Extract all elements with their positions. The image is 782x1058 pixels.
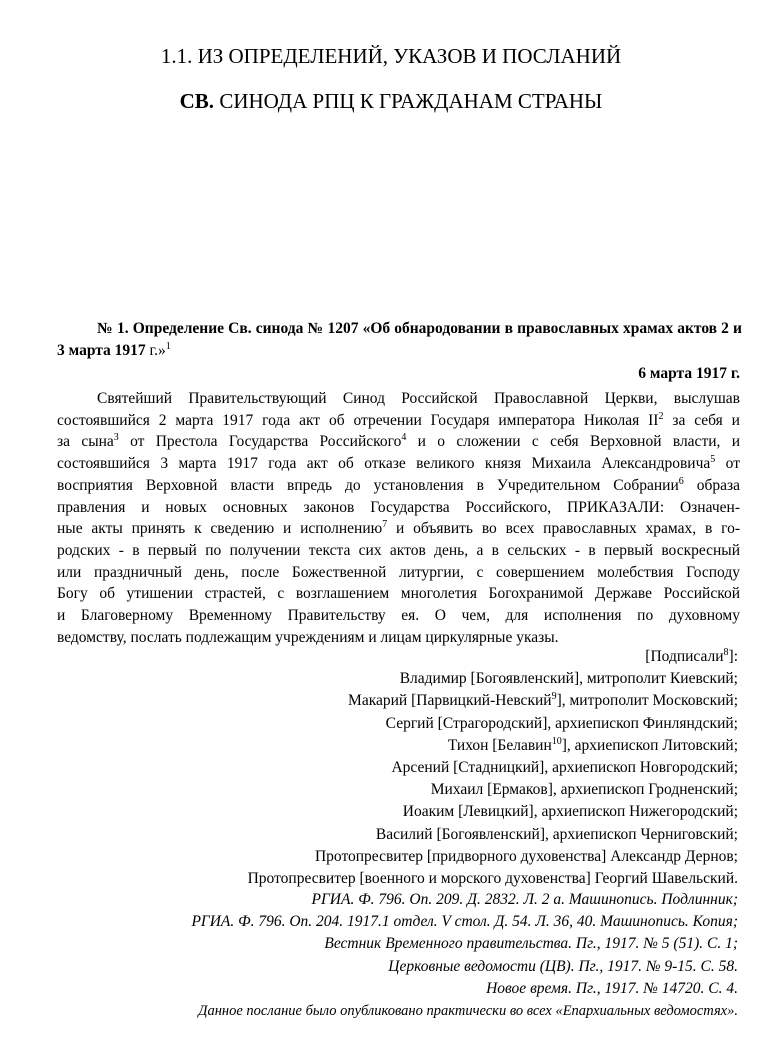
document-date: 6 марта 1917 г. — [638, 365, 740, 382]
footnote-ref: 8 — [723, 647, 729, 658]
text-run: или праздничный день, после Божественной литургии, с совершением молебствия Господу — [57, 563, 740, 581]
text-run: и объявить во всех православных храмах, в го- — [387, 520, 740, 538]
text-run: Макарий [Парвицкий-Невский — [348, 692, 552, 710]
source-citation: РГИА. Ф. 796. Оп. 204. 1917.1 отдел. V стол. Д. 54. Л. 36, 40. Машинопись. Копия; — [191, 913, 738, 931]
text-run: Протопресвитер [придворного духовенства] Александр Дернов; — [314, 847, 738, 865]
source-citation: Вестник Временного правительства. Пг., 1917. № 5 (51). С. 1; — [324, 935, 738, 953]
body-line — [57, 388, 740, 410]
footnote-ref: 1 — [165, 341, 171, 352]
document-heading-plain: г.» — [145, 342, 166, 359]
text-run: ], архиепископ Литовский; — [561, 736, 738, 754]
footnote-ref: 10 — [551, 735, 562, 747]
body-line — [57, 431, 740, 453]
text-run: образа — [683, 476, 740, 494]
text-run: Тихон [Белавин — [447, 736, 552, 754]
footnote-ref: 5 — [710, 454, 716, 466]
signatory — [248, 779, 738, 801]
document-body — [57, 388, 740, 648]
body-line — [57, 605, 740, 627]
body-line — [57, 518, 740, 540]
text-run: восприятия Верховной власти впредь до установления в Учредительном Собрании — [57, 476, 679, 494]
text-run: родских - в первый по получении текста сих актов день, а в сельских - в первый воскресный — [57, 541, 740, 559]
chapter-title-line-2 — [0, 88, 782, 114]
signed-by-label — [248, 646, 738, 668]
text-run: правления и новых основных законов Государства Российского, ПРИКАЗАЛИ: Означен- — [57, 498, 740, 516]
text-run: ]: — [728, 648, 738, 665]
body-line — [57, 562, 740, 584]
text-run: Михаил [Ермаков], архиепископ Гродненский; — [430, 781, 738, 799]
document-heading — [57, 318, 742, 362]
footnote-ref: 7 — [382, 519, 388, 531]
footnote-ref: 9 — [551, 691, 557, 703]
body-line — [57, 453, 740, 475]
text-run: Арсений [Стадницкий], архиепископ Новгородский; — [391, 759, 738, 777]
body-line — [57, 497, 740, 519]
text-run: Василий [Богоявленский], архиепископ Черниговский; — [375, 825, 738, 843]
sources-list — [191, 889, 738, 1022]
footnote-ref: 2 — [658, 410, 664, 422]
signatory — [248, 735, 738, 757]
chapter-title-rest: СИНОДА РПЦ К ГРАЖДАНАМ СТРАНЫ — [214, 89, 603, 113]
text-run: Протопресвитер [военного и морского духовенства] Георгий Шавельский. — [247, 870, 738, 888]
body-line — [57, 410, 740, 432]
signatories-list — [248, 646, 738, 890]
signatory — [248, 668, 738, 690]
signatory — [248, 801, 738, 823]
signatory — [248, 868, 738, 890]
text-run: ведомству, послать подлежащим учреждениям и лицам циркулярные указы. — [57, 628, 559, 646]
text-run: [Подписали — [645, 648, 724, 665]
signatory — [248, 713, 738, 735]
body-line — [57, 475, 740, 497]
text-run: Сергий [Страгородский], архиепископ Финляндский; — [385, 714, 738, 732]
text-run: состоявшийся 2 марта 1917 года акт об отречении Государя императора Николая II — [57, 411, 659, 429]
chapter-title-line-1: 1.1. ИЗ ОПРЕДЕЛЕНИЙ, УКАЗОВ И ПОСЛАНИЙ — [160, 44, 622, 68]
footnote-ref: 6 — [678, 475, 684, 487]
source-citation: РГИА. Ф. 796. Оп. 209. Д. 2832. Л. 2 а. Машинопись. Подлинник; — [311, 891, 738, 908]
text-run: состоявшийся 3 марта 1917 года акт об отказе великого князя Михаила Александровича — [57, 455, 711, 473]
text-run: за сына — [57, 433, 114, 451]
source-citation: Церковные ведомости (ЦВ). Пг., 1917. № 9-15. С. 58. — [388, 957, 738, 975]
body-line — [57, 540, 740, 562]
text-run: за себя и — [663, 411, 740, 429]
body-line — [57, 583, 740, 605]
text-run: Богу об утишении страстей, с возглашением многолетия Богохранимой Державе Российской — [57, 585, 740, 603]
text-run: ], митрополит Московский; — [556, 692, 738, 710]
text-run: Владимир [Богоявленский], митрополит Киевский; — [399, 670, 738, 688]
text-run: ные акты принять к сведению и исполнению — [57, 520, 383, 538]
text-run: Иоаким [Левицкий], архиепископ Нижегородский; — [402, 803, 738, 821]
footnote-ref: 3 — [113, 432, 119, 444]
text-run: и о сложении с себя Верховной власти, и — [406, 433, 740, 451]
text-run: Святейший Правительствующий Синод Российской Православной Церкви, выслушав — [97, 390, 740, 407]
text-run: и Благоверному Временному Правительству ея. О чем, для исполнения по духовному — [57, 607, 740, 625]
signatory — [248, 690, 738, 712]
document-heading-bold: № 1. Определение Св. синода № 1207 «Об обнародовании в православных храмах актов 2 и 3 марта 1917 — [57, 320, 742, 359]
signatory — [248, 846, 738, 868]
footnote-ref: 4 — [401, 432, 407, 444]
publication-note: Данное послание было опубликовано практически во всех «Епархиальных ведомостях». — [198, 1003, 738, 1020]
source-citation: Новое время. Пг., 1917. № 14720. С. 4. — [486, 979, 738, 997]
text-run: от — [715, 455, 740, 473]
signatory — [248, 824, 738, 846]
chapter-title-bold: СВ. — [179, 89, 215, 113]
text-run: от Престола Государства Российского — [118, 433, 402, 451]
signatory — [248, 757, 738, 779]
